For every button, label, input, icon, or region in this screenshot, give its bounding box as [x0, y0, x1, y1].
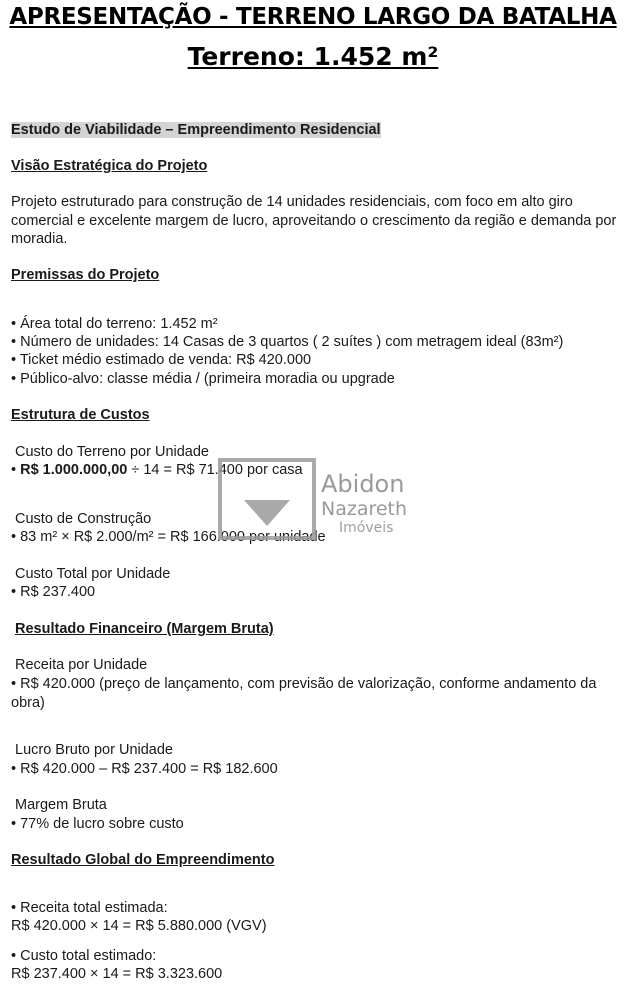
global-revenue-value: R$ 420.000 × 14 = R$ 5.880.000 (VGV) — [11, 918, 267, 934]
global-cost-value: R$ 237.400 × 14 = R$ 3.323.600 — [11, 966, 223, 982]
costs-heading: Estrutura de Custos — [11, 407, 150, 423]
logo-triangle-icon — [244, 500, 290, 526]
profit-label: Lucro Bruto por Unidade — [15, 742, 173, 758]
page-subtitle: Terreno: 1.452 m² — [187, 42, 439, 71]
land-cost-label: Custo do Terreno por Unidade — [15, 444, 209, 460]
global-heading: Resultado Global do Empreendimento — [11, 852, 275, 868]
watermark-name2: Nazareth — [321, 498, 408, 520]
premises-item: • Ticket médio estimado de venda: R$ 420.000 — [11, 352, 312, 368]
revenue-label: Receita por Unidade — [15, 657, 148, 673]
margin-label: Margem Bruta — [15, 797, 107, 813]
global-cost-label: • Custo total estimado: — [11, 948, 157, 964]
total-cost-label: Custo Total por Unidade — [15, 566, 171, 582]
land-cost-bullet: • — [11, 462, 21, 478]
total-cost-value: • R$ 237.400 — [11, 584, 96, 600]
global-revenue-label: • Receita total estimada: — [11, 900, 168, 916]
construction-cost-label: Custo de Construção — [15, 511, 152, 527]
land-cost-total: R$ 1.000.000,00 — [20, 462, 128, 478]
premises-item: • Público-alvo: classe média / (primeira moradia ou upgrade — [11, 371, 395, 387]
vision-text: Projeto estruturado para construção de 14 unidades residenciais, com foco em alto giro comercial e excelente margem de lucro, aproveitando o crescimento da região e demanda por moradia. — [11, 194, 617, 247]
page-title: APRESENTAÇÃO - TERRENO LARGO DA BATALHA — [9, 4, 617, 30]
land-cost-calc: ÷ 14 = R$ 71.400 por casa — [127, 462, 303, 478]
watermark-sub: Imóveis — [339, 520, 394, 536]
premises-item: • Número de unidades: 14 Casas de 3 quartos ( 2 suítes ) com metragem ideal (83m²) — [11, 334, 564, 350]
study-title — [11, 121, 623, 140]
financial-heading: Resultado Financeiro (Margem Bruta) — [15, 621, 274, 637]
watermark-logo — [218, 458, 418, 542]
logo-frame-icon — [218, 458, 316, 540]
construction-cost-value: • 83 m² × R$ 2.000/m² = R$ 166.000 por unidade — [11, 529, 326, 545]
revenue-value: • R$ 420.000 (preço de lançamento, com previsão de valorização, conforme andamento da obra) — [11, 676, 597, 711]
profit-value: • R$ 420.000 – R$ 237.400 = R$ 182.600 — [11, 761, 278, 777]
margin-value: • 77% de lucro sobre custo — [11, 816, 184, 832]
vision-heading: Visão Estratégica do Projeto — [11, 158, 208, 174]
premises-item: • Área total do terreno: 1.452 m² — [11, 316, 218, 332]
study-title-text: Estudo de Viabilidade – Empreendimento Residencial — [11, 122, 381, 138]
watermark-name: Abidon — [321, 470, 405, 498]
premises-heading: Premissas do Projeto — [11, 267, 160, 283]
